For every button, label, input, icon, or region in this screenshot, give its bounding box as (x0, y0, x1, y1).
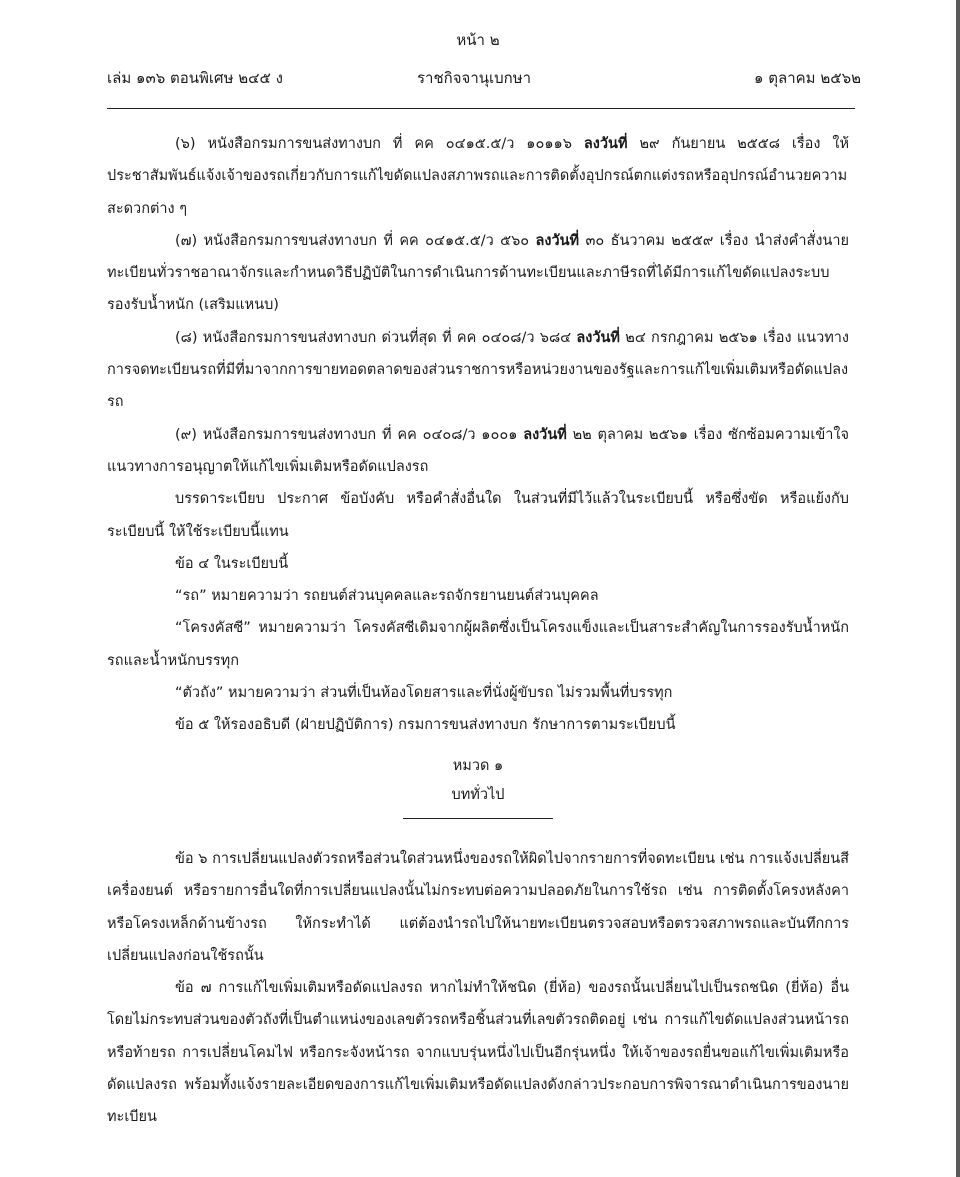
document-body (107, 128, 849, 1134)
page-number: หน้า ๒ (456, 31, 500, 49)
definition-body: “ตัวถัง” หมายความว่า ส่วนที่เป็นห้องโดยสารและที่นั่งผู้ขับรถ ไม่รวมพื้นที่บรรทุก (175, 685, 673, 702)
chapter-title: บททั่วไป (451, 786, 505, 803)
reference-item: (๖) หนังสือกรมการขนส่งทางบก ที่ คค ๐๔๑๕.๕/ว ๑๐๑๑๖ ลงวันที่ ๒๙ กันยายน ๒๕๕๘ เรื่อง ให้ประชาสัมพันธ์แจ้งเจ้าของรถเกี่ยวกับการแก้ไขดัดแปลงสภาพรถและการติดตั้งอุปกรณ์ตกแต่งรถหรืออุปกรณ์อำนวยความสะดวกต่าง ๆ (107, 136, 850, 217)
clause-6: ข้อ ๖ การเปลี่ยนแปลงตัวรถหรือส่วนใดส่วนหนึ่งของรถให้ผิดไปจากรายการที่จดทะเบียน เช่น การแจ้งเปลี่ยนสี เครื่องยนต์ หรือรายการอื่นใดที่การเปลี่ยนแปลงนั้นไม่กระทบต่อความปลอดภัยในการใช้รถ เช่น การติดตั้งโครงหลังคาหรือโครงเหล็กด้านข้างรถ ให้กระทำได้ แต่ต้องนำรถไปให้นายทะเบียนตรวจสอบหรือตรวจสภาพรถและบันทึกการเปลี่ยนแปลงก่อนใช้รถนั้น (107, 850, 849, 964)
chapter-number: หมวด ๑ (452, 757, 504, 774)
header-divider (107, 108, 855, 109)
header-date: ๑ ตุลาคม ๒๕๖๒ (754, 69, 861, 87)
definition-vehicle: “รถ” หมายความว่า รถยนต์ส่วนบุคคลและรถจักรยานยนต์ส่วนบุคคล (175, 588, 599, 605)
clause-5: ข้อ ๕ ให้รองอธิบดี (ฝ่ายปฏิบัติการ) กรมการขนส่งทางบก รักษาการตามระเบียบนี้ (175, 717, 676, 734)
header-publication: ราชกิจจานุเบกษา (417, 69, 532, 87)
clause-7: ข้อ ๗ การแก้ไขเพิ่มเติมหรือดัดแปลงรถ หากไม่ทำให้ชนิด (ยี่ห้อ) ของรถนั้นเปลี่ยนไปเป็นรถชนิด (ยี่ห้อ) อื่น โดยไม่กระทบส่วนของตัวถังที่เป็นตำแหน่งของเลขตัวรถหรือชิ้นส่วนที่เลขตัวรถติดอยู่ เช่น การแก้ไขดัดแปลงส่วนหน้ารถ หรือท้ายรถ การเปลี่ยนโคมไฟ หรือกระจังหน้ารถ จากแบบรุ่นหนึ่งไปเป็นอีกรุ่นหนึ่ง ให้เจ้าของรถยื่นขอแก้ไขเพิ่มเติมหรือดัดแปลงรถ พร้อมทั้งแจ้งรายละเอียดของการแก้ไขเพิ่มเติมหรือดัดแปลงดังกล่าวประกอบการพิจารณาดำเนินการของนายทะเบียน (107, 980, 849, 1126)
viewer-edge-strip (956, 0, 960, 1177)
reference-item: (๘) หนังสือกรมการขนส่งทางบก ด่วนที่สุด ที่ คค ๐๔๐๘/ว ๖๘๔ ลงวันที่ ๒๔ กรกฎาคม ๒๕๖๑ เรื่อง แนวทางการจดทะเบียนรถที่มีที่มาจากการขายทอดตลาดของส่วนราชการหรือหน่วยงานของรัฐและการแก้ไขเพิ่มเติมหรือดัดแปลงรถ (107, 329, 850, 411)
clause-4-title: ข้อ ๔ ในระเบียบนี้ (175, 555, 289, 572)
reference-item: (๗) หนังสือกรมการขนส่งทางบก ที่ คค ๐๔๑๕.๕/ว ๕๖๐ ลงวันที่ ๓๐ ธันวาคม ๒๕๕๙ เรื่อง นำส่งคำสั่งนายทะเบียนทั่วราชอาณาจักรและกำหนดวิธีปฏิบัติในการดำเนินการด้านทะเบียนและภาษีรถที่ได้มีการแก้ไขดัดแปลงระบบรองรับน้ำหนัก (เสริมแหนบ) (107, 232, 850, 314)
reference-item: (๙) หนังสือกรมการขนส่งทางบก ที่ คค ๐๔๐๘/ว ๑๐๐๑ ลงวันที่ ๒๒ ตุลาคม ๒๕๖๑ เรื่อง ซักซ้อมความเข้าใจแนวทางการอนุญาตให้แก้ไขเพิ่มเติมหรือดัดแปลงรถ (107, 426, 849, 475)
header-volume: เล่ม ๑๓๖ ตอนพิเศษ ๒๔๕ ง (107, 69, 283, 87)
chapter-divider (403, 818, 553, 819)
definition-chassis: “โครงคัสซี” หมายความว่า โครงคัสซีเดิมจากผู้ผลิตซึ่งเป็นโครงแข็งและเป็นสาระสำคัญในการรองรับน้ำหนักรถและน้ำหนักบรรทุก (107, 620, 849, 669)
repeal-clause: บรรดาระเบียบ ประกาศ ข้อบังคับ หรือคำสั่งอื่นใด ในส่วนที่มีไว้แล้วในระเบียบนี้ หรือซึ่งขัด หรือแย้งกับระเบียบนี้ ให้ใช้ระเบียบนี้แทน (107, 491, 849, 540)
gazette-header (107, 60, 861, 90)
